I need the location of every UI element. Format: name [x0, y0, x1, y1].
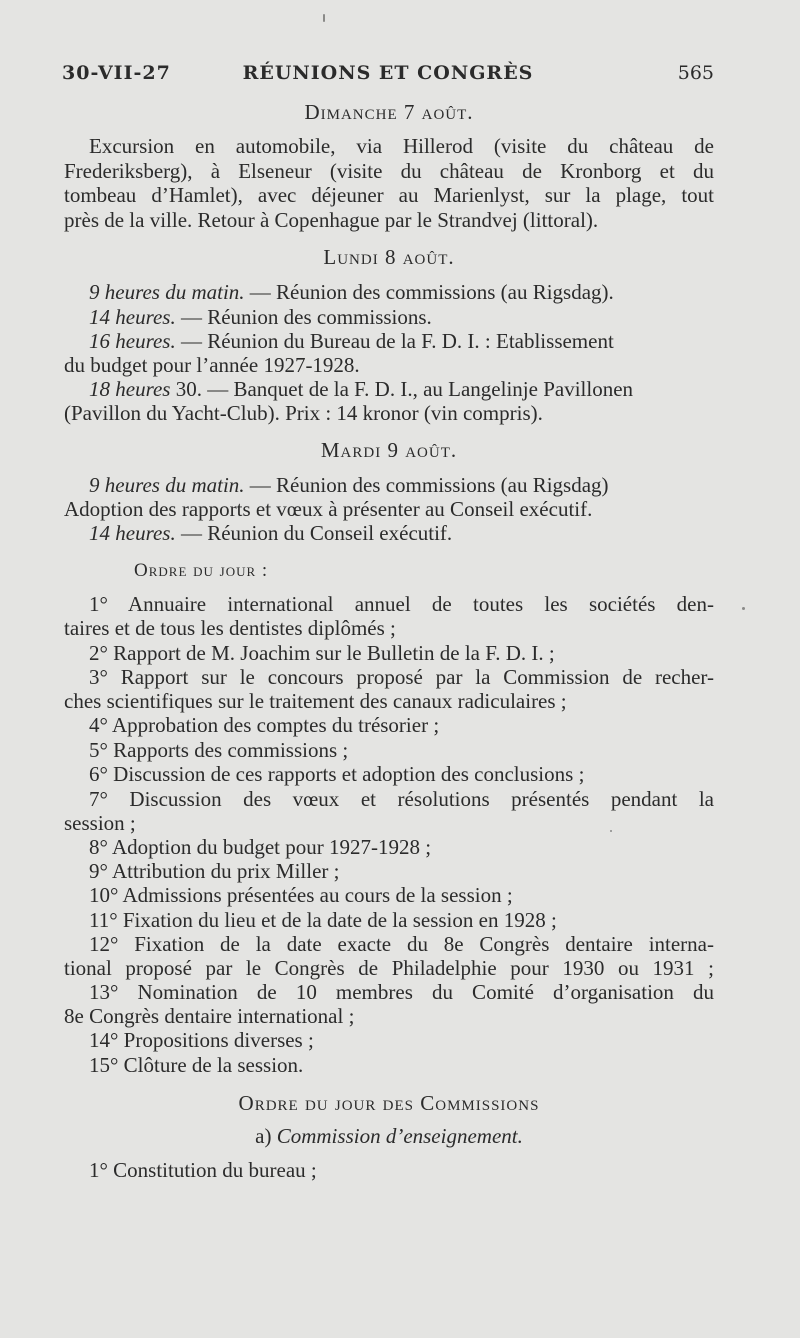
header-title: RÉUNIONS ET CONGRÈS	[242, 62, 534, 84]
tuesday-entry-cont: Adoption des rapports et vœux à présenter au Conseil exécutif.	[64, 497, 593, 521]
agenda-line: 8e Congrès dentaire international ;	[64, 1004, 355, 1028]
tuesday-entry	[89, 473, 714, 497]
entry-time: 16 heures.	[89, 329, 176, 353]
monday-entry-cont: (Pavillon du Yacht-Club). Prix : 14 kronor (vin compris).	[64, 401, 543, 425]
entry-time: 18 heures	[89, 377, 171, 401]
agenda-line: 13° Nomination de 10 membres du Comité d’organisation du	[89, 980, 714, 1004]
entry-text: — Réunion des commissions (au Rigsdag)	[244, 473, 609, 497]
agenda-line: 15° Clôture de la session.	[89, 1053, 304, 1077]
entry-time: 9 heures du matin.	[89, 280, 245, 304]
entry-time: 14 heures.	[89, 305, 176, 329]
agenda-line: 8° Adoption du budget pour 1927-1928 ;	[89, 835, 432, 859]
agenda-line: 5° Rapports des commissions ;	[89, 738, 349, 762]
entry-time: 9 heures du matin.	[89, 473, 245, 497]
entry-text: — Réunion du Conseil exécutif.	[175, 521, 453, 545]
commission-subheading	[64, 1124, 714, 1148]
subheading-text: Commission d’enseignement.	[276, 1124, 523, 1148]
commissions-heading: Ordre du jour des Commissions	[238, 1091, 540, 1115]
monday-entry	[89, 280, 714, 304]
subheading-prefix: a)	[255, 1124, 277, 1148]
agenda-line: 9° Attribution du prix Miller ;	[89, 859, 340, 883]
agenda-line: 11° Fixation du lieu et de la date de la session en 1928 ;	[89, 908, 557, 932]
tuesday-heading: Mardi 9 août.	[320, 438, 458, 462]
agenda-line: 7° Discussion des vœux et résolutions présentés pendant la	[89, 787, 714, 811]
agenda-line: 10° Admissions présentées au cours de la session ;	[89, 883, 513, 907]
entry-text: — Réunion des commissions.	[175, 305, 432, 329]
agenda-line: 4° Approbation des comptes du trésorier ;	[89, 713, 440, 737]
page-number: 565	[677, 62, 714, 84]
agenda-line: 12° Fixation de la date exacte du 8e Congrès dentaire interna-	[89, 932, 714, 956]
agenda-line: 6° Discussion de ces rapports et adoption des conclusions ;	[89, 762, 585, 786]
sunday-heading: Dimanche 7 août.	[304, 100, 474, 124]
agenda-line: 3° Rapport sur le concours proposé par la Commission de recher-	[89, 665, 714, 689]
sunday-line: Excursion en automobile, via Hillerod (visite du château de	[89, 134, 714, 158]
running-header	[62, 62, 714, 86]
agenda-line: 2° Rapport de M. Joachim sur le Bulletin de la F. D. I. ;	[89, 641, 555, 665]
header-date: 30-VII-27	[62, 62, 171, 84]
print-speck	[323, 14, 325, 22]
agenda-line: taires et de tous les dentistes diplômés ;	[64, 616, 396, 640]
sunday-line: près de la ville. Retour à Copenhague par le Strandvej (littoral).	[64, 208, 599, 232]
monday-heading: Lundi 8 août.	[323, 245, 455, 269]
sunday-line: Frederiksberg), à Elseneur (visite du château de Kronborg et du	[64, 159, 714, 183]
entry-text: — Réunion du Bureau de la F. D. I. : Etablissement	[175, 329, 614, 353]
agenda-line: ches scientifiques sur le traitement des canaux radiculaires ;	[64, 689, 567, 713]
tuesday-entry	[89, 521, 714, 545]
entry-text: — Réunion des commissions (au Rigsdag).	[244, 280, 614, 304]
entry-time: 14 heures.	[89, 521, 176, 545]
sunday-line: tombeau d’Hamlet), avec déjeuner au Marienlyst, sur la plage, tout	[64, 183, 714, 207]
print-speck	[610, 830, 612, 832]
agenda-line: session ;	[64, 811, 136, 835]
print-speck	[742, 607, 745, 610]
agenda-line: 1° Annuaire international annuel de toutes les sociétés den-	[89, 592, 714, 616]
agenda-line: tional proposé par le Congrès de Philadelphie pour 1930 ou 1931 ;	[64, 956, 714, 980]
agenda-heading: Ordre du jour :	[134, 560, 269, 581]
monday-entry	[89, 329, 714, 353]
agenda-line: 14° Propositions diverses ;	[89, 1028, 314, 1052]
monday-entry	[89, 377, 714, 401]
commission-item: 1° Constitution du bureau ;	[89, 1158, 317, 1182]
monday-entry-cont: du budget pour l’année 1927-1928.	[64, 353, 360, 377]
monday-entry	[89, 305, 714, 329]
entry-text: 30. — Banquet de la F. D. I., au Langelinje Pavillonen	[170, 377, 634, 401]
